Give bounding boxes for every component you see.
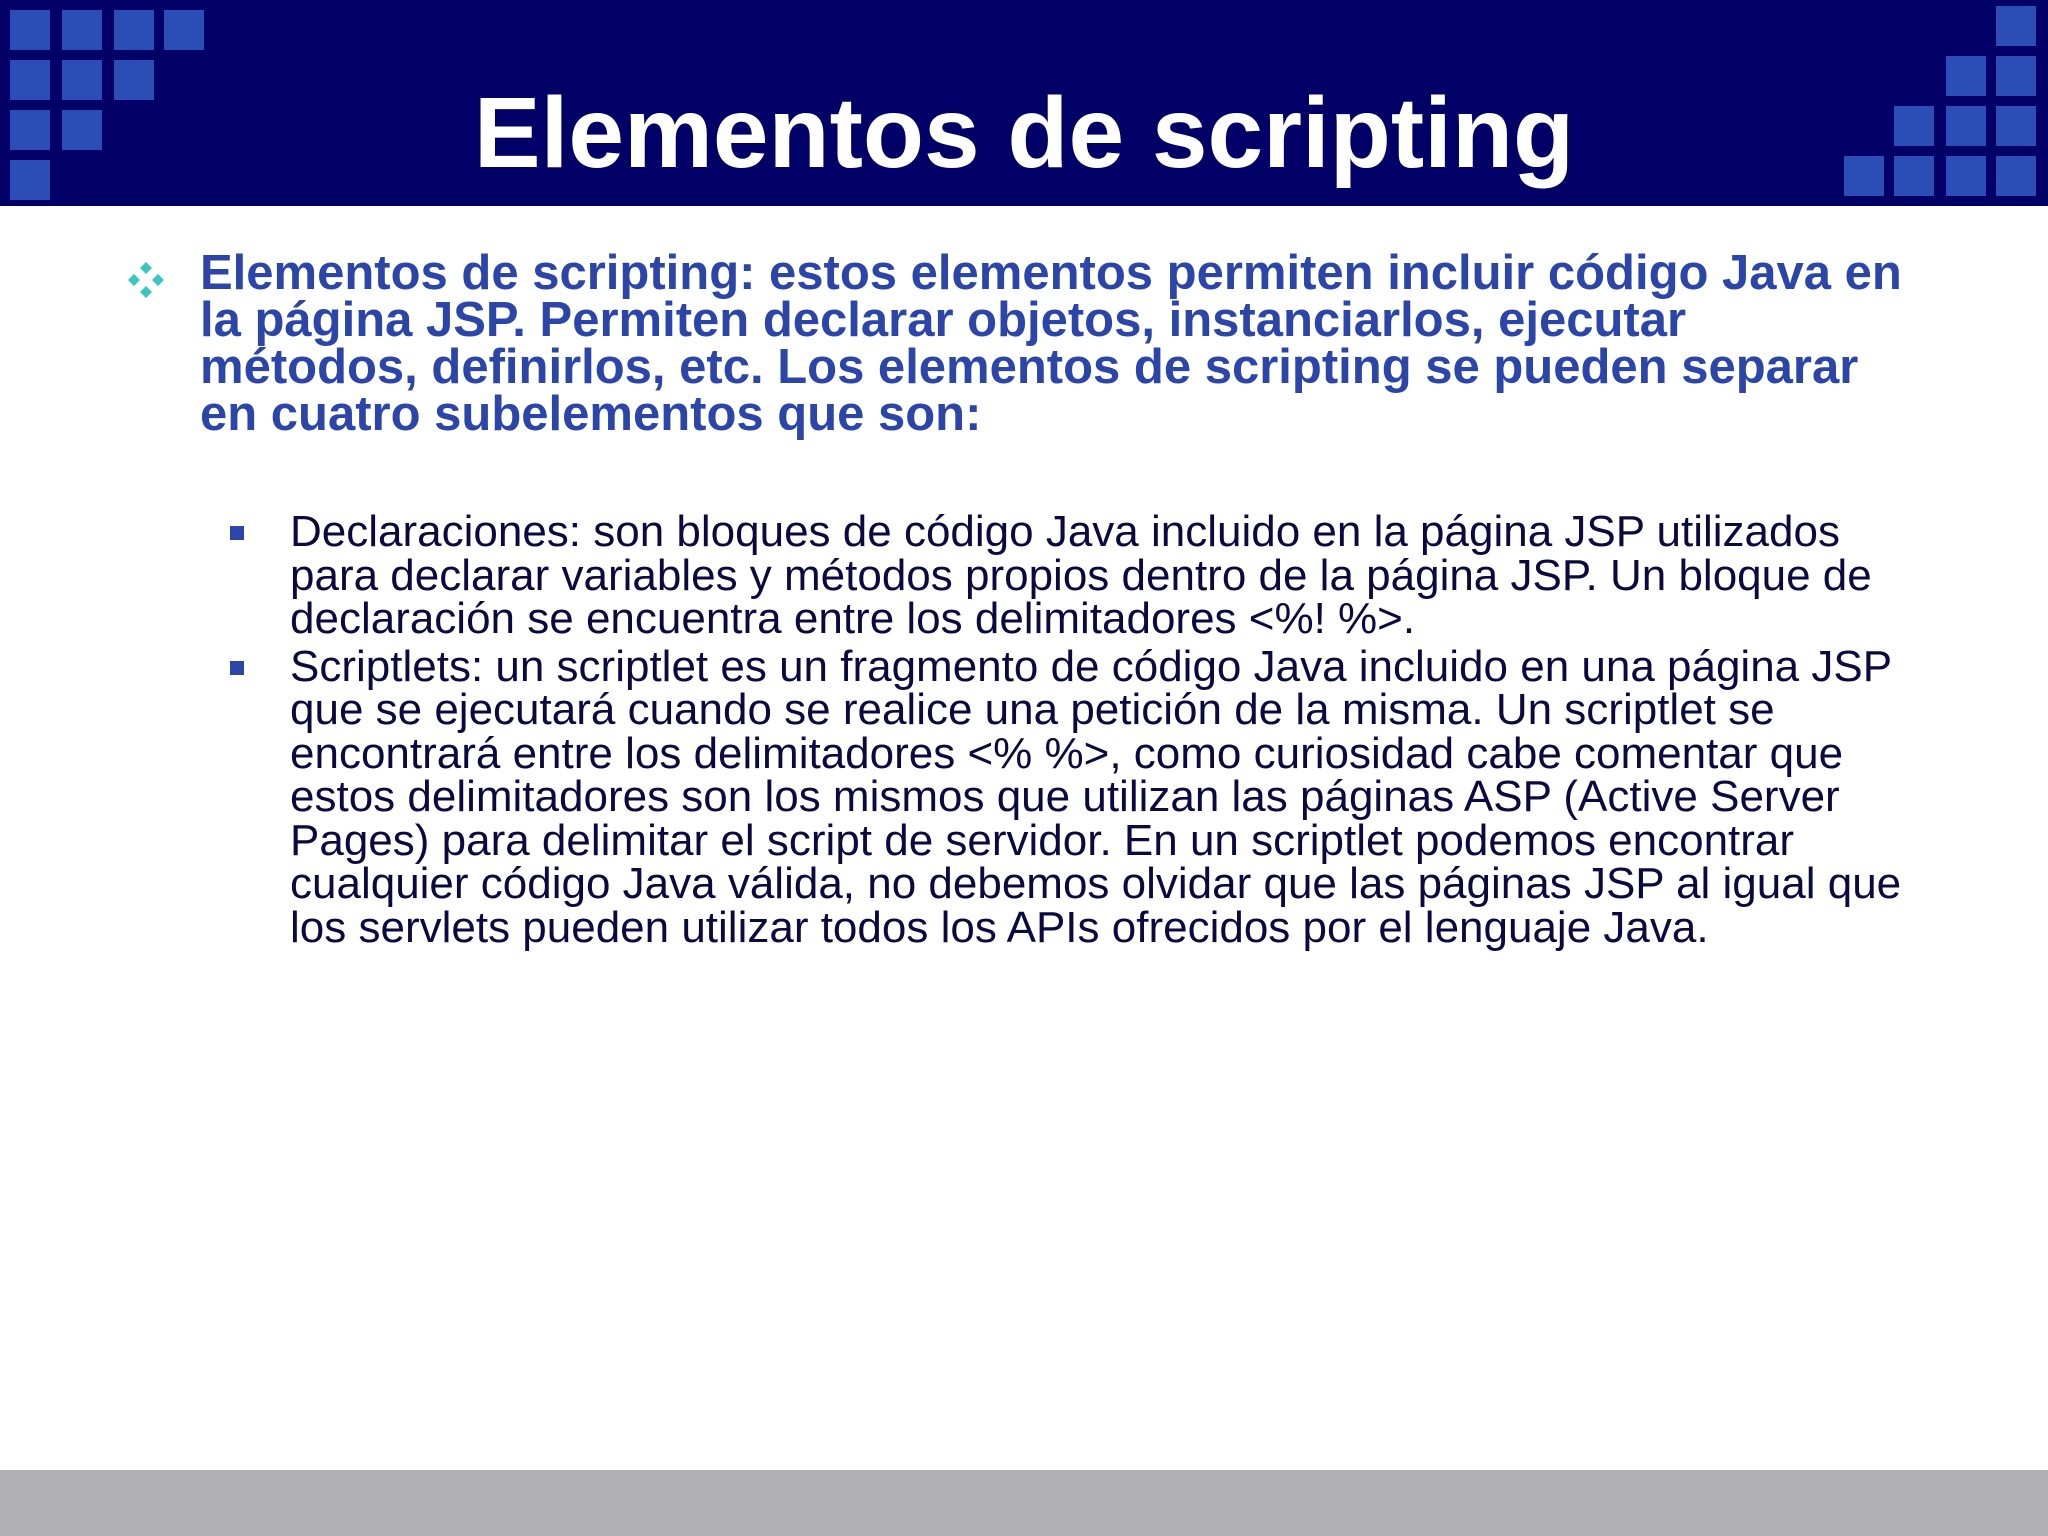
- sub-bullet-scriptlets: [230, 641, 1910, 952]
- slide-title: Elementos de scripting: [473, 77, 1575, 189]
- sub-bullet-declaraciones: [230, 507, 1910, 643]
- sub-bullet-text: Scriptlets: un scriptlet es un fragmento de código Java incluido en una página JSP que se ejecutará cuando se realice una petición de la misma. Un scriptlet se encontrará entre los delimitadores <% %>, como curiosidad cabe comentar que estos delimitadores son los mismos que utilizan las páginas ASP (Active Server Pages) para delimitar el script de servidor. En un scriptlet podemos encontrar cualquier código Java válida, no debemos olvidar que las páginas JSP al igual que los servlets pueden utilizar todos los APIs ofrecidos por el lenguaje Java.: [290, 641, 1902, 952]
- main-bullet-point: [120, 246, 1910, 441]
- footer-bar: [0, 1470, 2048, 1536]
- square-bullet-icon: [230, 526, 244, 540]
- sub-bullet-text: Declaraciones: son bloques de código Java incluido en la página JSP utilizados para declarar variables y métodos propios dentro de la página JSP. Un bloque de declaración se encuentra entre los delimitadores <%! %>.: [290, 507, 1872, 643]
- square-bullet-icon: [230, 661, 244, 675]
- slide-header: [0, 0, 2048, 206]
- four-diamond-bullet-icon: [126, 260, 166, 300]
- main-bullet-text: Elementos de scripting: estos elementos permiten incluir código Java en la página JSP. Permiten declarar objetos, instanciarlos, ejecutar métodos, definirlos, etc. Los elementos de scripting se pueden separar en cuatro subelementos que son:: [200, 246, 1902, 441]
- sub-bullet-list: [120, 507, 1910, 952]
- slide-content: [120, 246, 1910, 953]
